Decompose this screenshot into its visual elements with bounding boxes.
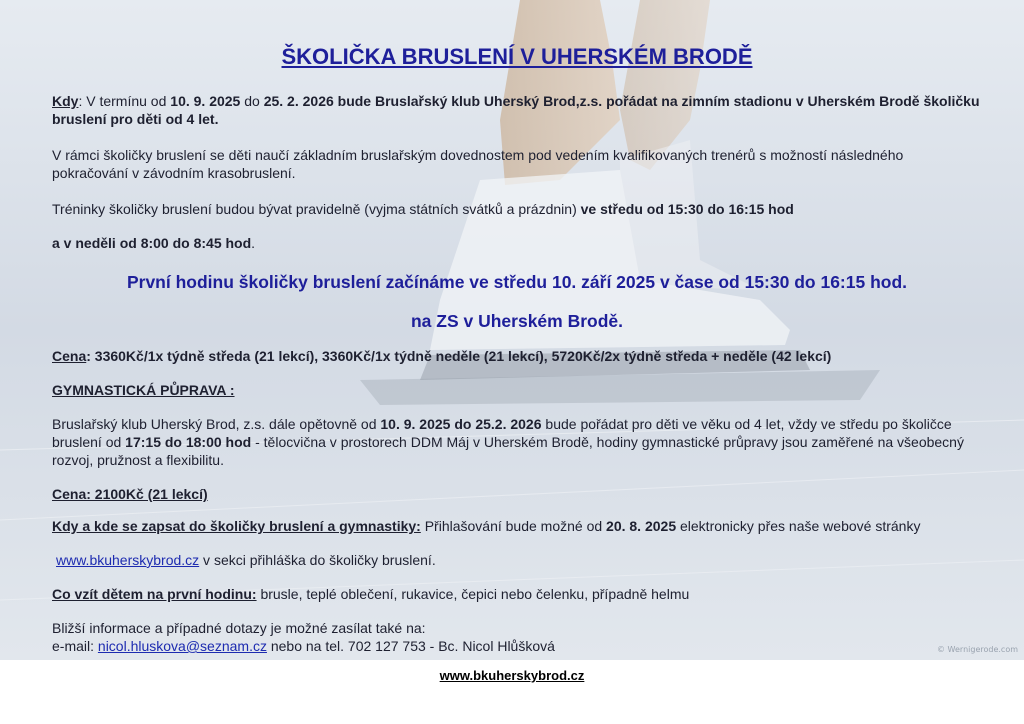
gym-price: Cena: 2100Kč (21 lekcí): [52, 486, 208, 502]
price-label: Cena: [52, 348, 87, 364]
bring-label: Co vzít dětem na první hodinu:: [52, 586, 257, 602]
image-watermark: © Wernigerode.com: [937, 645, 1018, 654]
intro-paragraph: Kdy: V termínu od 10. 9. 2025 do 25. 2. 2026 bude Bruslařský klub Uherský Brod,z.s. pořádat na zimním stadionu v Uherském Brodě školičku bruslení pro děti od 4 let.: [52, 93, 980, 127]
when-label: Kdy: [52, 93, 79, 109]
contact-line1: Bližší informace a případné dotazy je možné zasílat také na:: [52, 620, 426, 636]
signup-label: Kdy a kde se zapsat do školičky bruslení a gymnastiky:: [52, 518, 421, 534]
signup-paragraph: Kdy a kde se zapsat do školičky bruslení a gymnastiky: Přihlašování bude možné od 20. 8. 2025 elektronicky přes naše webové stránky: [52, 518, 921, 534]
bring-paragraph: Co vzít dětem na první hodinu: brusle, teplé oblečení, rukavice, čepici nebo čelenku, případně helmu: [52, 586, 690, 602]
course-description: V rámci školičky bruslení se děti naučí základním bruslařským dovednostem pod vedením kvalifikovaných trenérů s možností následného pokračování v závodním krasobruslení.: [52, 147, 904, 181]
first-lesson-line2: na ZS v Uherském Brodě.: [410, 311, 624, 331]
website-link[interactable]: www.bkuherskybrod.cz: [56, 552, 200, 568]
gym-paragraph: Bruslařský klub Uherský Brod, z.s. dále opětovně od 10. 9. 2025 do 25.2. 2026 bude pořádat pro děti ve věku od 4 let, vždy ve středu po školičce bruslení od 17:15 do 18:00 hod - tělocvična v prostorech DDM Máj v Uherském Brodě, hodiny gymnastické průpravy jsou zaměřené na všeobecný rozvoj, pružnost a flexibilitu.: [52, 416, 964, 468]
page-title: ŠKOLIČKA BRUSLENÍ V UHERSKÉM BRODĚ: [281, 44, 753, 69]
trainings-sunday: a v neděli od 8:00 do 8:45 hod.: [52, 235, 256, 251]
contact-line2: e-mail: nicol.hluskova@seznam.cz nebo na tel. 702 127 753 - Bc. Nicol Hlůšková: [52, 638, 555, 654]
first-lesson-line1: První hodinu školičky bruslení začínáme ve středu 10. září 2025 v čase od 15:30 do 16:15 hod.: [126, 272, 908, 292]
signup-link-line: www.bkuherskybrod.cz v sekci přihláška do školičky bruslení.: [56, 552, 436, 568]
gym-heading: GYMNASTICKÁ PŮPRAVA :: [52, 382, 235, 398]
footer-website-link[interactable]: www.bkuherskybrod.cz: [439, 668, 585, 683]
email-link[interactable]: nicol.hluskova@seznam.cz: [97, 638, 267, 654]
footer: [0, 668, 1024, 683]
price-paragraph: Cena: 3360Kč/1x týdně středa (21 lekcí), 3360Kč/1x týdně neděle (21 lekcí), 5720Kč/2x týdně středa + neděle (42 lekcí): [52, 348, 832, 364]
trainings-paragraph: Tréninky školičky bruslení budou bývat pravidelně (vyjma státních svátků a prázdnin) ve středu od 15:30 do 16:15 hod: [52, 201, 794, 217]
